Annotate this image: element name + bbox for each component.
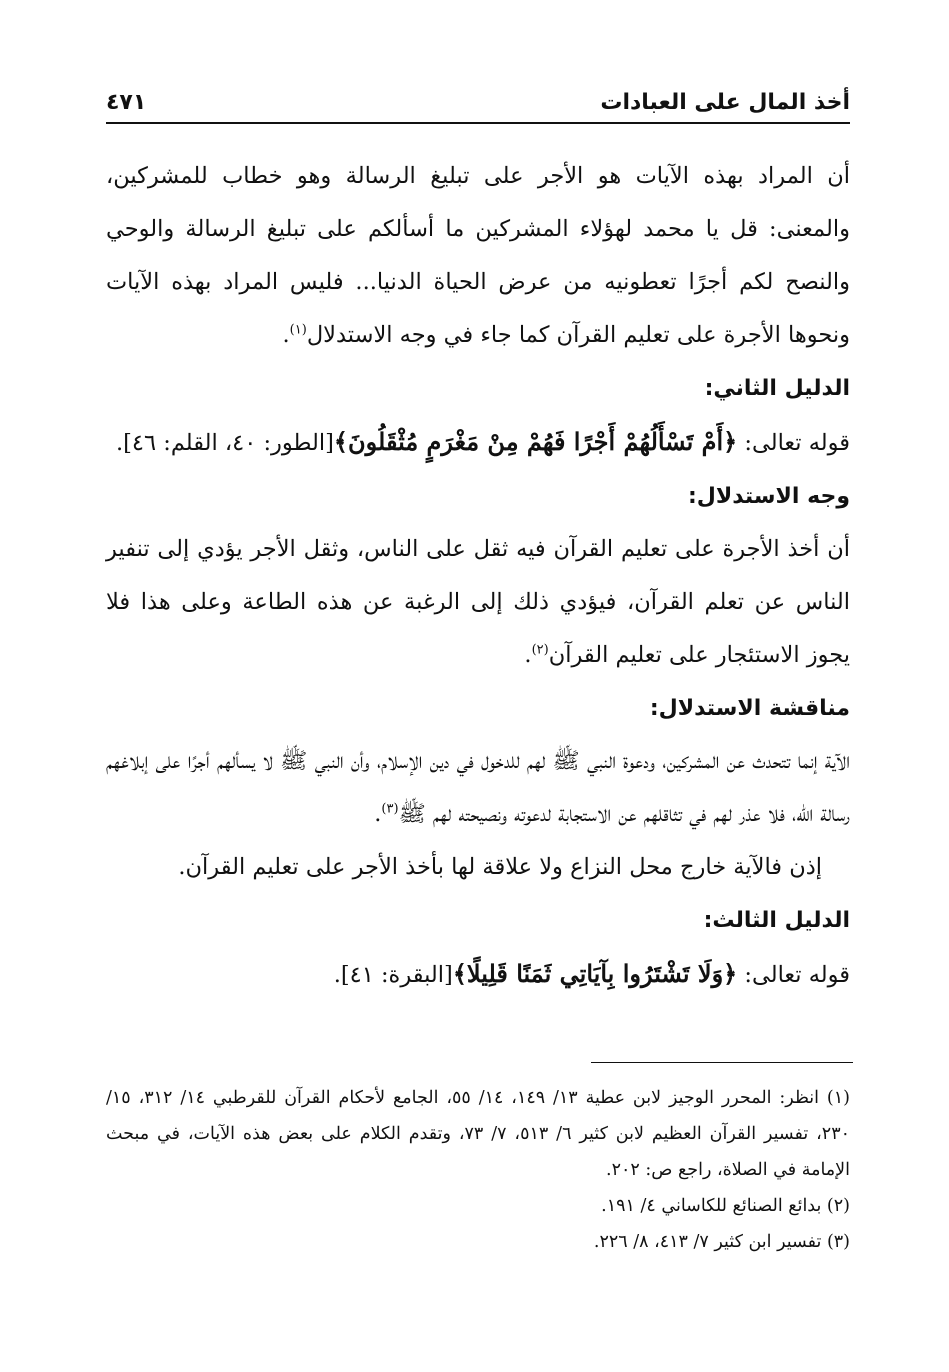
footnote-separator <box>591 1062 853 1063</box>
footnote-2: (٢) بدائع الصنائع للكاساني ٤/ ١٩١. <box>601 1196 850 1216</box>
quran-ref-2: [الطور: ٤٠، القلم: ٤٦]. <box>115 430 334 456</box>
quran-quote-3 <box>106 947 850 1002</box>
footnote-3: (٣) تفسير ابن كثير ٧/ ٤١٣، ٨/ ٢٢٦. <box>593 1232 850 1252</box>
running-title: أخذ المال على العبادات <box>600 89 850 115</box>
paragraph-2-text: أن أخذ الأجرة على تعليم القرآن فيه ثقل على الناس، وثقل الأجر يؤدي إلى تنفير الناس عن تعلم القرآن، فيؤدي ذلك إلى الرغبة عن هذه الطاعة وعلى هذا فلا يجوز الاستئجار على تعليم القرآن <box>106 536 850 668</box>
quran-verse-3: ﴿وَلَا تَشْتَرُوا بِآيَاتِي ثَمَنًا قَلِيلًا﴾ <box>452 959 738 988</box>
heading-third-evidence: الدليل الثالث: <box>703 908 850 933</box>
footnote-ref-3: (٣) <box>381 801 399 817</box>
quran-intro-3: قوله تعالى: <box>737 962 850 988</box>
footnote-ref-1: (١) <box>289 322 307 338</box>
quran-ref-3: [البقرة: ٤١]. <box>333 962 453 988</box>
footnote-ref-2: (٢) <box>531 642 549 658</box>
paragraph-4: إذن فالآية خارج محل النزاع ولا علاقة لها بأخذ الأجر على تعليم القرآن. <box>178 854 822 880</box>
page-header <box>106 82 850 124</box>
footnotes <box>106 1080 850 1260</box>
paragraph-3 <box>106 735 850 841</box>
quran-quote-2 <box>106 415 850 470</box>
paragraph-3-end: . <box>374 801 382 827</box>
paragraph-1 <box>106 150 850 362</box>
paragraph-2 <box>106 523 850 682</box>
paragraph-1-end: . <box>282 322 290 348</box>
heading-second-evidence: الدليل الثاني: <box>704 376 850 401</box>
footnote-1: (١) انظر: المحرر الوجيز لابن عطية ١٣/ ١٤٩، ١٤/ ٥٥، الجامع لأحكام القرآن للقرطبي ١٤/ ٣١٢، ١٥/ ٢٣٠، تفسير القرآن العظيم لابن كثير ٦/ ٥١٣، ٧/ ٧٣، وتقدم الكلام على بعض هذه الآيات، في مبحث الإمامة في الصلاة، راجع ص: ٢٠٢. <box>106 1088 850 1180</box>
quran-intro-2: قوله تعالى: <box>737 430 850 456</box>
paragraph-2-end: . <box>524 642 532 668</box>
quran-verse-2: ﴿أَمْ تَسْأَلُهُمْ أَجْرًا فَهُمْ مِنْ مَغْرَمٍ مُثْقَلُونَ﴾ <box>333 427 738 456</box>
main-text <box>106 150 850 1002</box>
paragraph-3-text: الآية إنما تتحدث عن المشركين، ودعوة النبي ﷺ لهم للدخول في دين الإسلام، وأن النبي ﷺ لا يسألهم أجرًا على إبلاغهم رسالة الله، فلا عذر لهم في تثاقلهم عن الاستجابة لدعوته ونصيحته لهم ﷺ <box>106 748 850 827</box>
page-number: ٤٧١ <box>106 89 147 115</box>
heading-discussion: مناقشة الاستدلال: <box>649 696 850 721</box>
heading-inference: وجه الاستدلال: <box>687 484 850 509</box>
paragraph-1-text: أن المراد بهذه الآيات هو الأجر على تبليغ الرسالة وهو خطاب للمشركين، والمعنى: قل يا محمد لهؤلاء المشركين ما أسألكم على تبليغ الرسالة والوحي والنصح لكم أجرًا تعطونيه من عرض الحياة الدنيا... فليس المراد بهذه الآيات ونحوها الأجرة على تعليم القرآن كما جاء في وجه الاستدلال <box>106 163 850 348</box>
